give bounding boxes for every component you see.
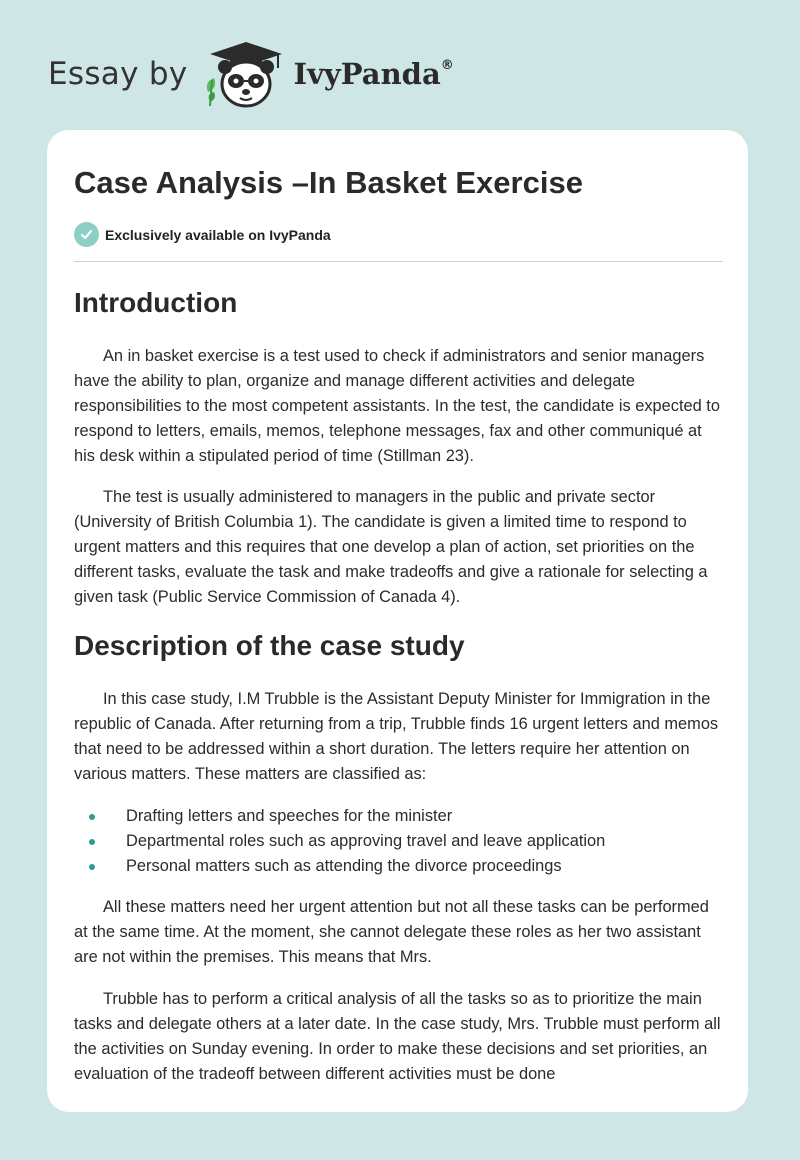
article-card xyxy=(47,130,748,1112)
list-item-text: Personal matters such as attending the divorce proceedings xyxy=(126,857,562,875)
list-item xyxy=(74,854,723,879)
paragraph: All these matters need her urgent attention but not all these tasks can be performed at the same time. At the moment, she cannot delegate these roles as her two assistant are not within the premises. This means that Mrs. xyxy=(74,898,709,966)
paragraph: The test is usually administered to managers in the public and private sector (University of British Columbia 1). The candidate is given a limited time to respond to urgent matters and this requires that one develop a plan of action, set priorities on the different tasks, evaluate the task and make tradeoffs and give a rationale for selecting a given task (Public Service Commission of Canada 4). xyxy=(74,488,708,606)
bullet-list xyxy=(74,804,723,879)
section-heading-introduction: Introduction xyxy=(74,287,238,318)
exclusive-label: Exclusively available on IvyPanda xyxy=(105,226,331,243)
brand-text: IvyPanda xyxy=(293,57,441,91)
paragraph: In this case study, I.M Trubble is the Assistant Deputy Minister for Immigration in the republic of Canada. After returning from a trip, Trubble finds 16 urgent letters and memos that need to be addressed within a short duration. The letters require her attention on various matters. These matters are classified as: xyxy=(74,690,719,783)
registered-mark: ® xyxy=(440,58,454,74)
list-item-text: Departmental roles such as approving travel and leave application xyxy=(126,832,606,850)
title-divider xyxy=(74,261,723,262)
exclusive-badge xyxy=(74,222,331,247)
bullet-icon xyxy=(89,839,95,845)
list-item xyxy=(74,829,723,854)
article-title: Case Analysis –In Basket Exercise xyxy=(74,165,583,200)
paragraph: An in basket exercise is a test used to check if administrators and senior managers have the ability to plan, organize and manage different activities and delegate responsibilities to the most competent assistants. In the test, the candidate is expected to respond to letters, emails, memos, telephone messages, fax and other communiqué at his desk within a stipulated period of time (Stillman 23). xyxy=(74,347,720,465)
section-heading-description: Description of the case study xyxy=(74,630,465,661)
site-header xyxy=(48,34,454,114)
check-icon xyxy=(74,222,99,247)
bullet-icon xyxy=(89,864,95,870)
list-item xyxy=(74,804,723,829)
list-item-text: Drafting letters and speeches for the minister xyxy=(126,807,453,825)
panda-logo-icon[interactable] xyxy=(200,36,292,112)
essay-by-label: Essay by xyxy=(48,56,188,92)
bullet-icon xyxy=(89,814,95,820)
paragraph: Trubble has to perform a critical analysis of all the tasks so as to prioritize the main tasks and delegate others at a later date. In the case study, Mrs. Trubble must perform all the activities on Sunday evening. In order to make these decisions and set priorities, an evaluation of the tradeoff between different activities must be done xyxy=(74,990,721,1083)
brand-name[interactable] xyxy=(294,57,454,91)
